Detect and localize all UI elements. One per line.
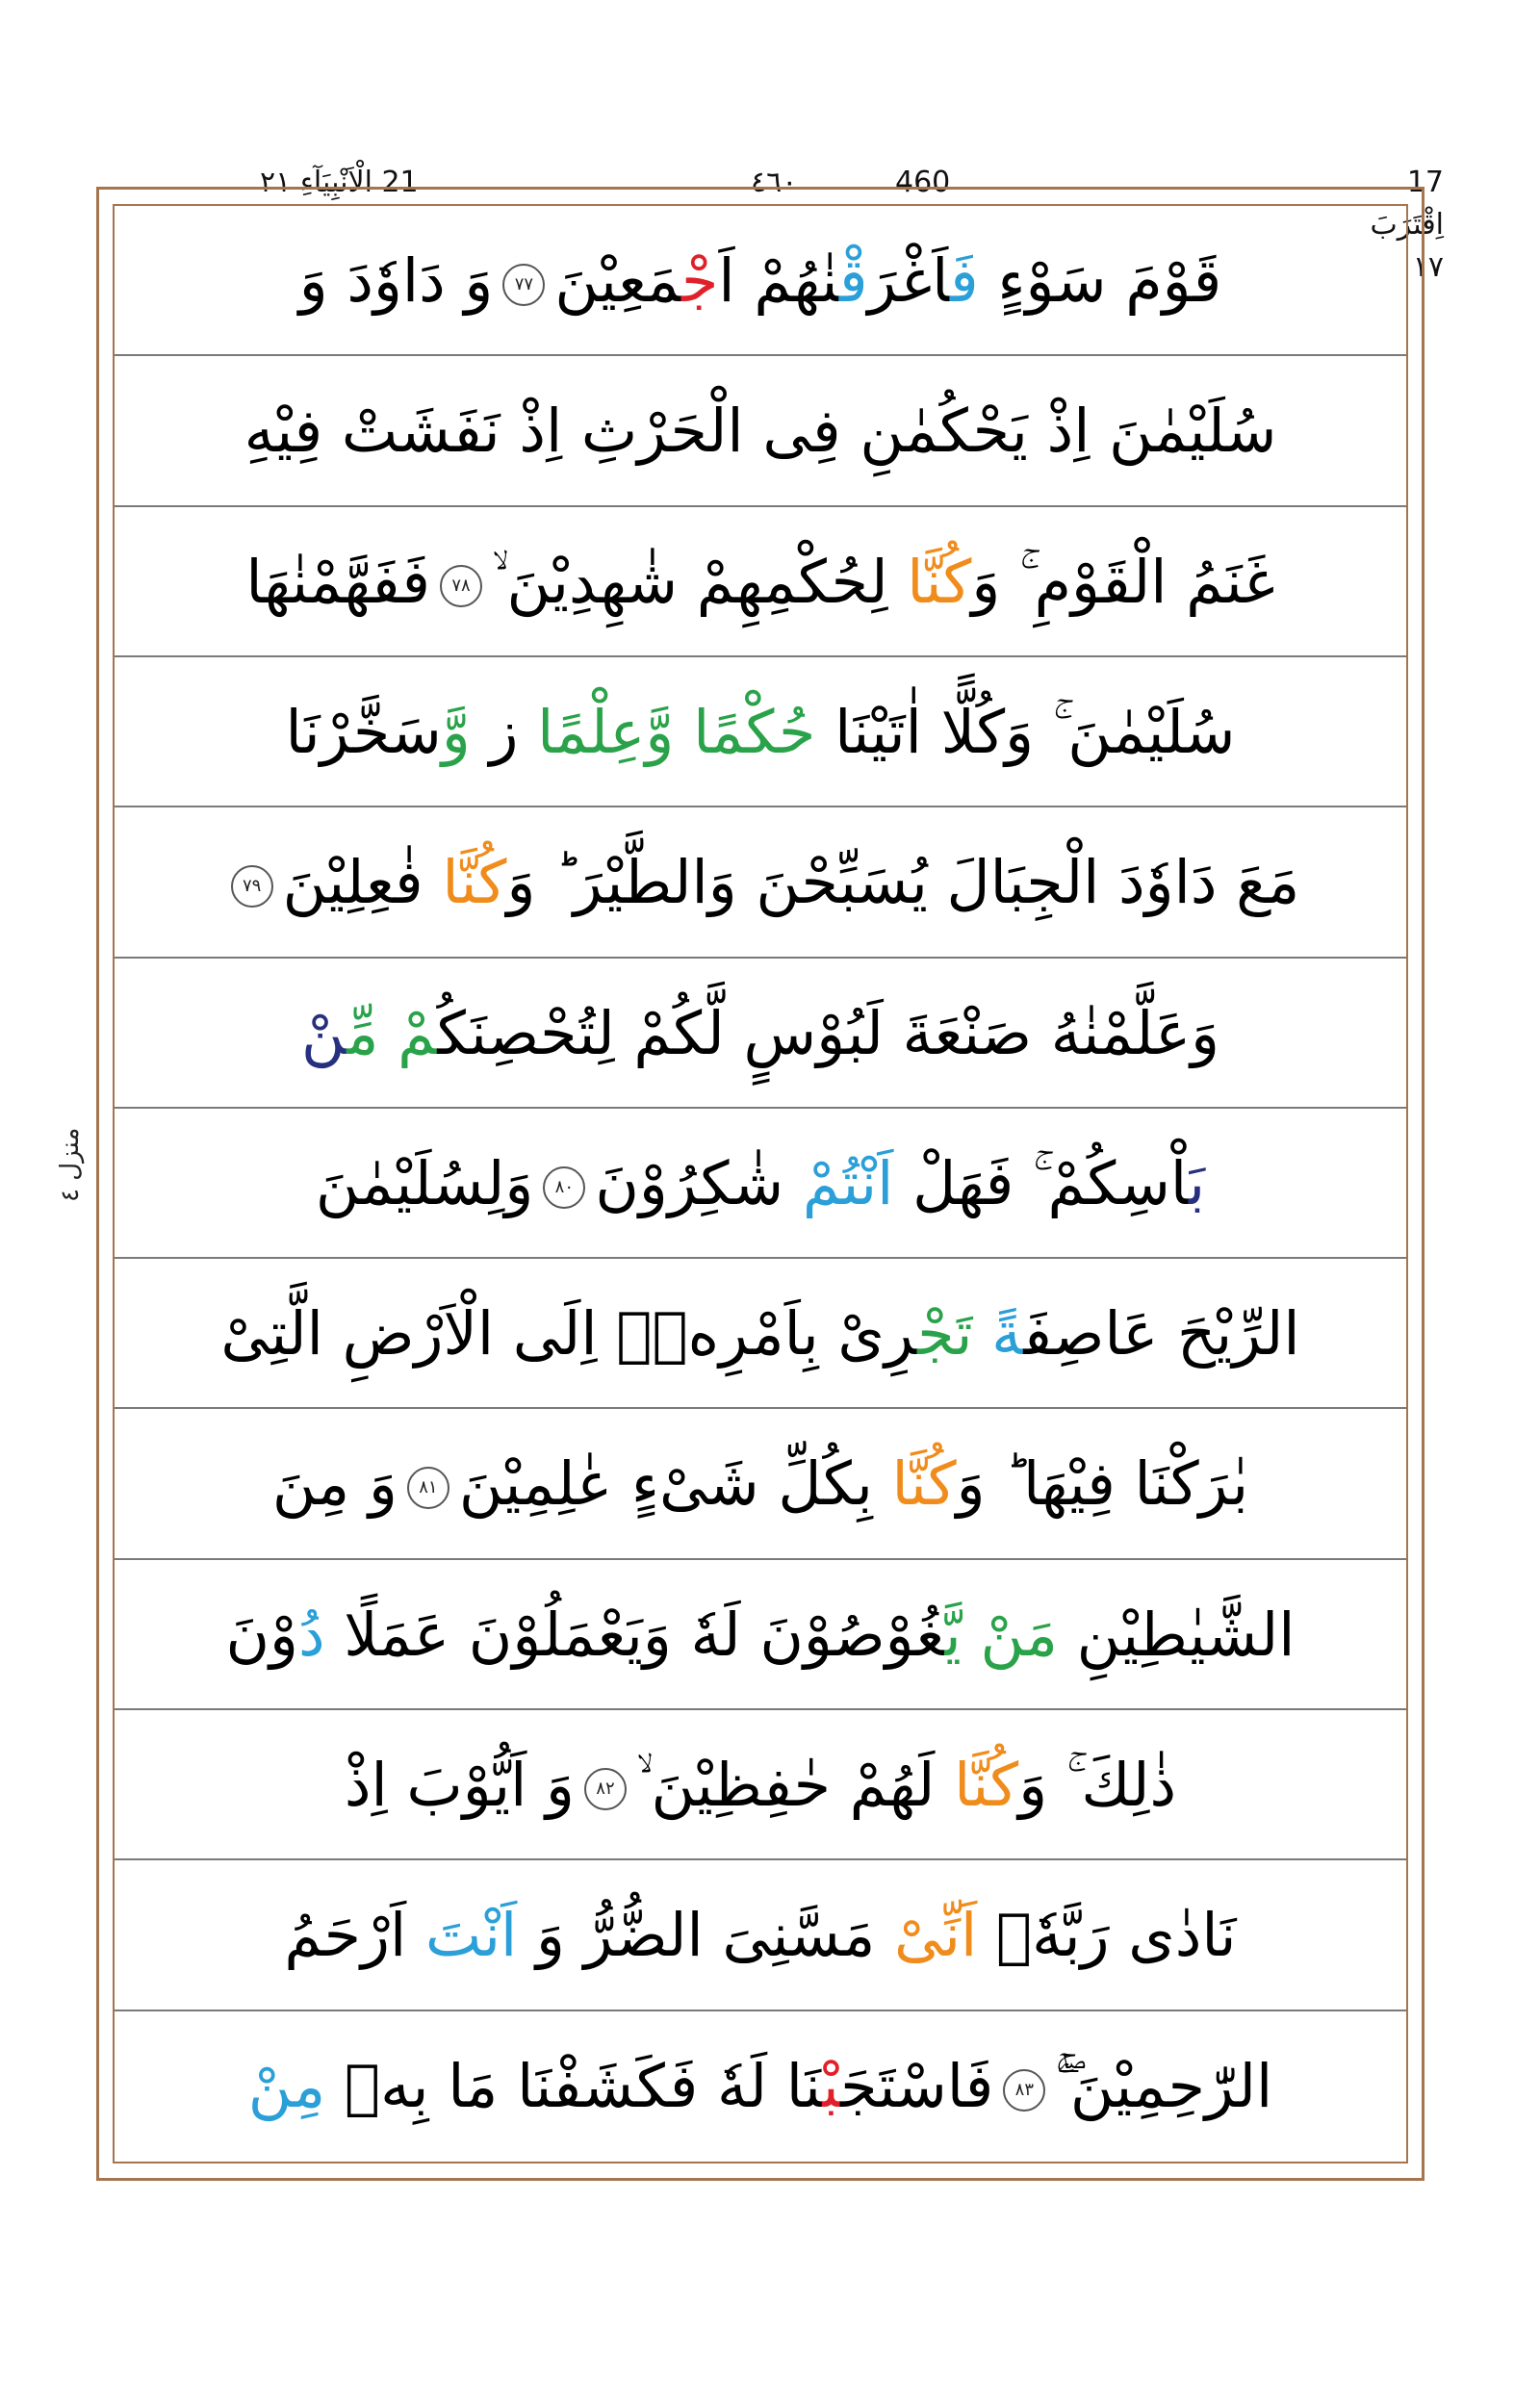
text-line [115, 2011, 1406, 2162]
text-segment: اَغْرَ [867, 245, 951, 316]
line-text [248, 2051, 1272, 2121]
tajweed-segment: عِلْمًا [537, 696, 646, 767]
text-segment: سُلَيْمٰنَ ۚ وَكُلًّا اٰتَيْنَا [815, 696, 1236, 767]
page-number: 460 [895, 166, 951, 199]
tajweed-segment: كُنَّا [442, 847, 507, 918]
tajweed-segment: اَنْتَ [424, 1900, 518, 1971]
text-segment: اْسِكُمْ ۚ فَهَلْ [893, 1147, 1189, 1218]
text-segment: مَسَّنِىَ الضُّرُّ وَ [517, 1900, 895, 1971]
text-segment: فَفَهَّمْنٰهَا [245, 546, 431, 617]
text-line [115, 959, 1406, 1109]
line-text [272, 1448, 1248, 1519]
tajweed-segment: بَ [1188, 1147, 1206, 1218]
tajweed-segment: مِنْ [247, 2050, 326, 2121]
line-text [220, 1298, 1299, 1369]
tajweed-segment: نْ [300, 997, 347, 1068]
text-segment: بٰرَكْنَا فِيْهَا ؕ وَ [956, 1448, 1249, 1520]
line-text [225, 1600, 1295, 1670]
text-segment: اَ [718, 245, 735, 316]
text-segment: الرِّيْحَ عَاصِفَ [1023, 1298, 1300, 1370]
text-segment: وَ اَيُّوْبَ اِذْ [344, 1750, 575, 1821]
text-segment: وْنَ [225, 1599, 298, 1670]
text-line [115, 1860, 1406, 2010]
ayah-number-marker: ٨٠ [543, 1166, 585, 1209]
tajweed-segment: وَّ [441, 696, 471, 767]
text-segment: غَنَمُ الْقَوْمِ ۚ وَ [971, 546, 1275, 617]
text-segment: فَاسْتَجَ [840, 2050, 994, 2121]
text-line [115, 507, 1406, 657]
surah-label: 21 الْاَنْبِيَآءِ ٢١ [260, 166, 419, 199]
text-segment: وَ دَاوٗدَ وَ [298, 245, 494, 316]
text-segment: وَ مِنَ [271, 1448, 398, 1520]
line-text [244, 396, 1277, 466]
tajweed-segment: فَ [950, 245, 979, 316]
ayah-number-marker: ٨٢ [584, 1768, 627, 1810]
text-line [115, 1109, 1406, 1259]
text-segment: فٰعِلِيْنَ [282, 847, 443, 918]
text-segment: غُوْصُوْنَ لَهٗ وَيَعْمَلُوْنَ عَمَلًا [324, 1599, 945, 1670]
line-text [299, 245, 1222, 316]
tajweed-segment: كُنَّا [907, 546, 972, 617]
text-segment: شٰكِرُوْنَ [595, 1147, 803, 1218]
tajweed-segment: كُنَّا [954, 1750, 1019, 1821]
text-segment: الشَّيٰطِيْنِ [1057, 1599, 1296, 1670]
line-text [286, 697, 1236, 767]
tajweed-segment: كُنَّا [891, 1448, 957, 1520]
text-segment: سَخَّرْنَا [285, 696, 442, 767]
text-line [115, 657, 1406, 807]
juz-label: 17 اِقْتَرَبَ ١٧ [1370, 166, 1444, 284]
text-segment: وَلِسُلَيْمٰنَ [315, 1147, 534, 1218]
ayah-number-marker: ٧٩ [231, 865, 273, 908]
tajweed-segment: مَنْ يَّ [944, 1599, 1058, 1670]
tajweed-segment: دُ [297, 1599, 325, 1670]
text-segment: بِكُلِّ شَىْءٍ عٰلِمِيْنَ [458, 1448, 892, 1520]
text-segment: ذٰلِكَ ۚ وَ [1018, 1750, 1177, 1821]
text-line [115, 1710, 1406, 1860]
text-segment: نٰهُمْ [734, 245, 839, 316]
text-lines [115, 206, 1406, 2162]
text-line [115, 807, 1406, 958]
text-line [115, 206, 1406, 356]
text-segment: لَهُمْ حٰفِظِيْنَ ۙ [635, 1750, 955, 1821]
text-segment: قَوْمَ سَوْءٍ [978, 245, 1222, 316]
tajweed-segment: اَنِّىْ [894, 1900, 978, 1971]
tajweed-segment: وَّ [645, 696, 694, 767]
tajweed-segment: ةً [991, 1298, 1024, 1370]
tajweed-segment: مِّ [346, 997, 398, 1068]
tajweed-segment: مْ [398, 997, 438, 1068]
manzil-label: منزل ٤ [56, 1127, 85, 1202]
text-segment: وَعَلَّمْنٰهُ صَنْعَةَ لَبُوْسٍ لَّكُمْ لِتُحْصِنَكُ [437, 997, 1220, 1068]
text-segment: ز [470, 696, 538, 767]
text-line [115, 1259, 1406, 1409]
tajweed-segment: جْ [681, 245, 719, 316]
line-text [345, 1750, 1176, 1820]
tajweed-segment: اَنْتُمْ [802, 1147, 894, 1218]
line-text [245, 547, 1274, 617]
line-text [221, 847, 1300, 917]
text-segment: نَا لَهٗ فَكَشَفْنَا مَا بِهٖ [325, 2050, 823, 2121]
tajweed-segment: بْ [822, 2050, 841, 2121]
tajweed-segment: تَجْ [917, 1298, 992, 1370]
ayah-number-marker: ٧٨ [440, 565, 482, 607]
text-line [115, 356, 1406, 506]
tajweed-segment: قْ [838, 245, 868, 316]
line-text [284, 1900, 1236, 1970]
text-segment: اَرْحَمُ [284, 1900, 425, 1971]
text-line [115, 1409, 1406, 1559]
text-segment: الرّٰحِمِيْنَ ۚۖ [1055, 2050, 1273, 2121]
text-segment: نَادٰى رَبَّهٗۤ [977, 1900, 1237, 1971]
page-number-arabic: ٤٦٠ [751, 166, 798, 199]
line-text [301, 998, 1219, 1068]
tajweed-segment: حُكْمًا [693, 696, 816, 767]
ayah-number-marker: ٨١ [407, 1467, 449, 1509]
text-segment: مَعَ دَاوٗدَ الْجِبَالَ يُسَبِّحْنَ وَالطَّيْرَ ؕ وَ [506, 847, 1300, 918]
text-segment: مَعِيْنَ [554, 245, 682, 316]
ayah-number-marker: ٨٣ [1003, 2069, 1045, 2112]
text-line [115, 1560, 1406, 1710]
ayah-number-marker: ٧٧ [502, 264, 545, 306]
text-segment: سُلَيْمٰنَ اِذْ يَحْكُمٰنِ فِى الْحَرْثِ اِذْ نَفَشَتْ فِيْهِ [244, 396, 1277, 467]
line-text [316, 1148, 1205, 1218]
text-segment: رِىْ بِاَمْرِهٖۤ اِلَى الْاَرْضِ الَّتِىْ [220, 1298, 918, 1370]
text-segment: لِحُكْمِهِمْ شٰهِدِيْنَ ۙ [492, 546, 908, 617]
